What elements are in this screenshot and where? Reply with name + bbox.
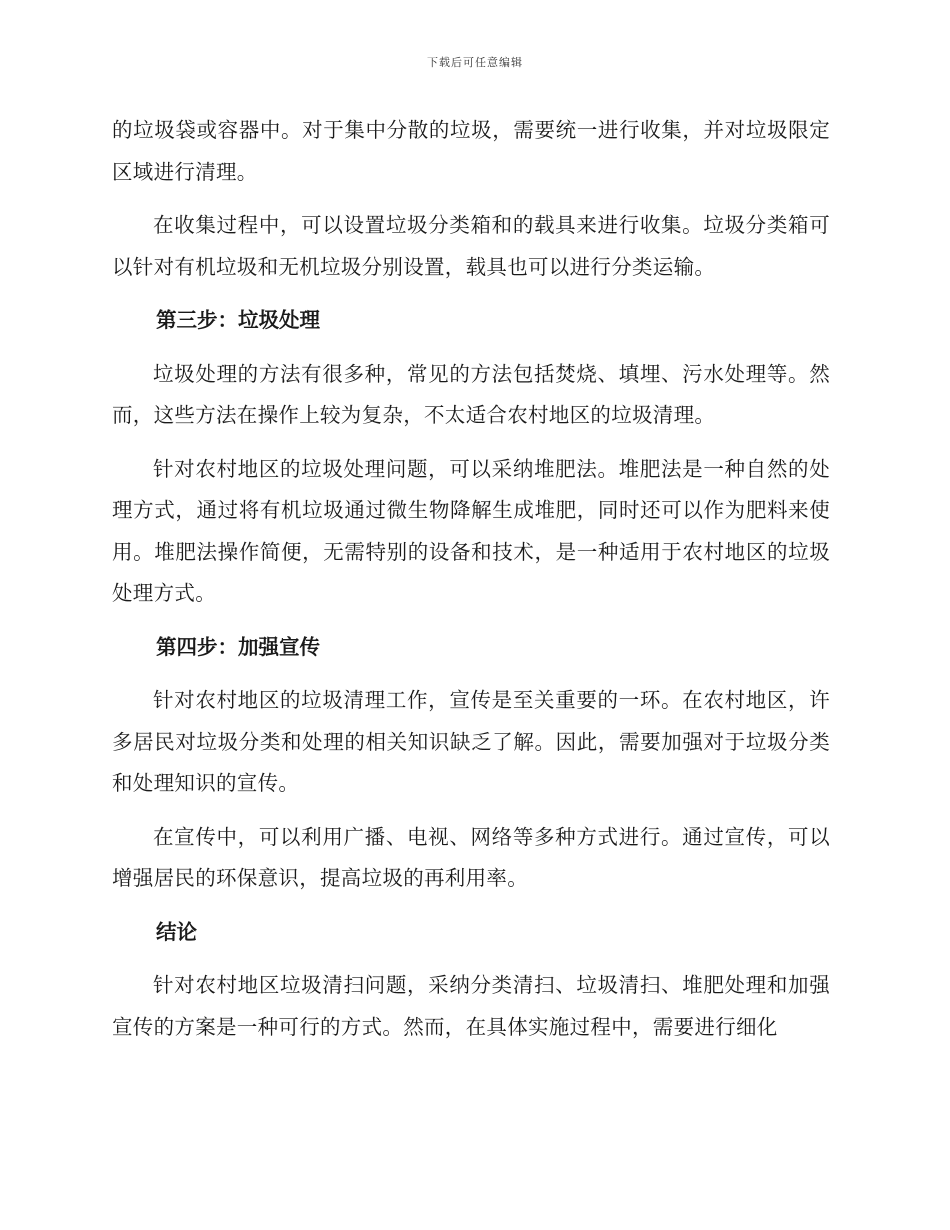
section-heading-step4: 第四步：加强宣传 bbox=[156, 634, 320, 659]
paragraph-publicity-methods: 在宣传中，可以利用广播、电视、网络等多种方式进行。通过宣传，可以增强居民的环保意识，提高垃圾的再利用率。 bbox=[112, 824, 830, 890]
section-heading-conclusion: 结论 bbox=[156, 919, 197, 944]
paragraph-publicity-importance: 针对农村地区的垃圾清理工作，宣传是至关重要的一环。在农村地区，许多居民对垃圾分类和处理的相关知识缺乏了解。因此，需要加强对于垃圾分类和处理知识的宣传。 bbox=[112, 688, 830, 795]
section-heading-step3: 第三步：垃圾处理 bbox=[156, 308, 320, 332]
paragraph-conclusion: 针对农村地区垃圾清扫问题，采纳分类清扫、垃圾清扫、堆肥处理和加强宣传的方案是一种可行的方式。然而，在具体实施过程中，需要进行细化 bbox=[112, 973, 830, 1039]
paragraph-continuation: 的垃圾袋或容器中。对于集中分散的垃圾，需要统一进行收集，并对垃圾限定区域进行清理。 bbox=[112, 118, 830, 184]
paragraph-treatment-methods: 垃圾处理的方法有很多种，常见的方法包括焚烧、填埋、污水处理等。然而，这些方法在操作上较为复杂，不太适合农村地区的垃圾清理。 bbox=[112, 361, 830, 427]
page-header-note: 下载后可任意编辑 bbox=[427, 56, 523, 69]
paragraph-collection: 在收集过程中，可以设置垃圾分类箱和的载具来进行收集。垃圾分类箱可以针对有机垃圾和无机垃圾分别设置，载具也可以进行分类运输。 bbox=[112, 213, 830, 279]
document-body bbox=[112, 110, 830, 1060]
paragraph-composting: 针对农村地区的垃圾处理问题，可以采纳堆肥法。堆肥法是一种自然的处理方式，通过将有机垃圾通过微生物降解生成堆肥，同时还可以作为肥料来使用。堆肥法操作简便，无需特别的设备和技术，是一种适用于农村地区的垃圾处理方式。 bbox=[112, 456, 830, 605]
